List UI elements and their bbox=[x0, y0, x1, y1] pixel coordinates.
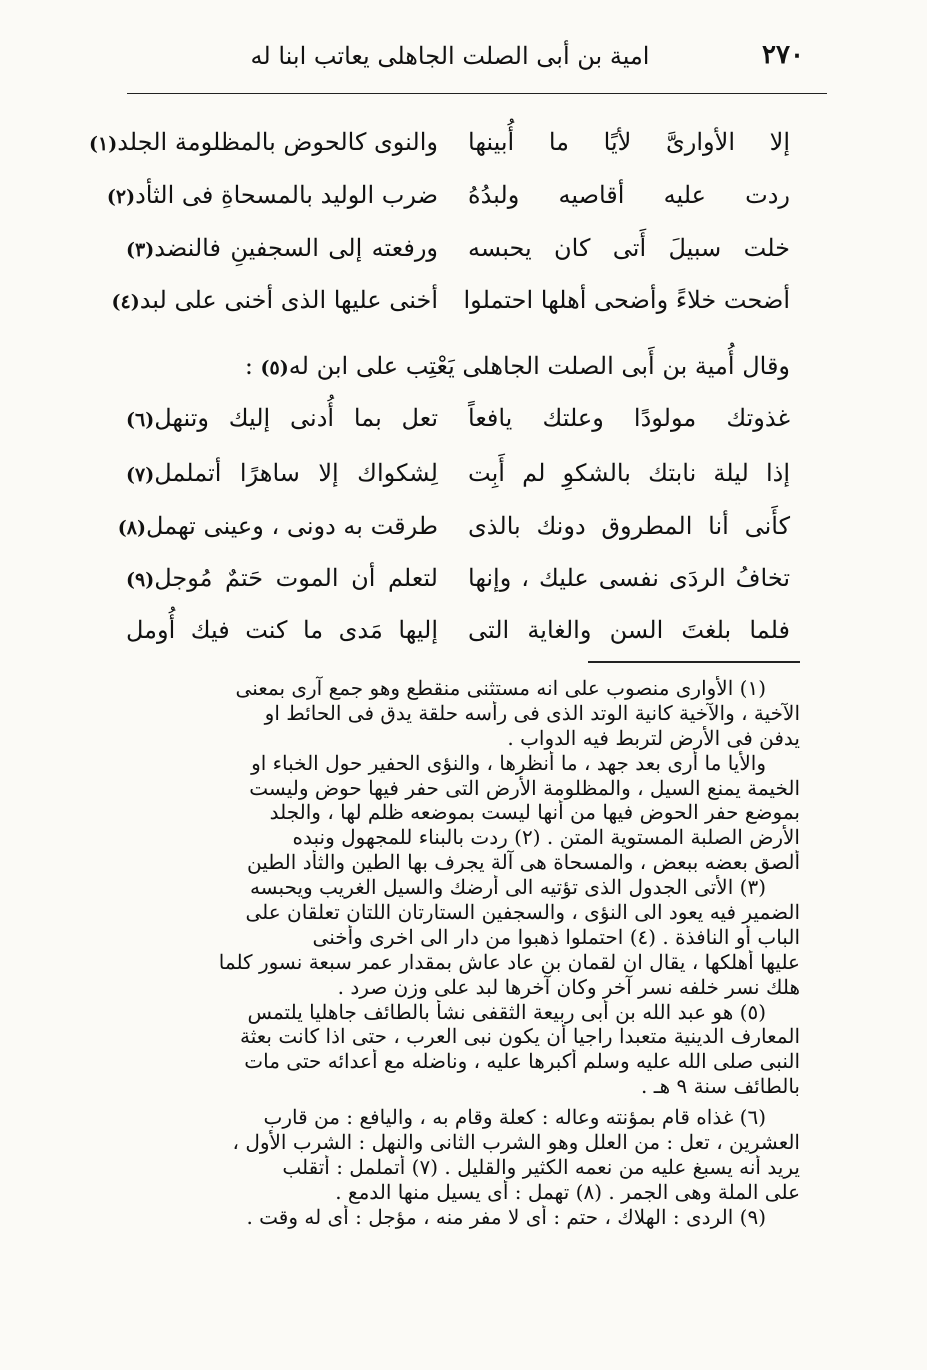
verse-first-hemistich: ردت عليه أقاصيه ولبدُهُ bbox=[468, 181, 790, 209]
verse-second-hemistich bbox=[126, 564, 438, 592]
verse-text: لِشكواك إلا ساهرًا أتململ bbox=[154, 459, 438, 487]
verse-first-hemistich: غذوتك مولودًا وعلتك يافعاً bbox=[468, 404, 790, 432]
verse-text: تعل بما أُدنى إليك وتنهل bbox=[154, 404, 438, 432]
verse-text: إليها مَدى ما كنت فيك أُومل bbox=[126, 616, 438, 644]
footnote-line: الباب أو النافذة . (٤) احتملوا ذهبوا من دار الى اخرى وأخنى bbox=[312, 924, 800, 949]
verse-second-hemistich bbox=[117, 512, 438, 540]
footnote-marker: (٩) bbox=[126, 569, 155, 591]
verse-text: لتعلم أن الموت حَتمٌ مُوجل bbox=[154, 564, 438, 592]
verse-second-hemistich bbox=[88, 128, 438, 156]
intro-colon: : bbox=[244, 352, 253, 380]
footnote-marker: (٢) bbox=[106, 186, 136, 208]
footnote-marker: (٨) bbox=[117, 517, 147, 539]
footnote-line: المعارف الدينية متعبدا راجيا أن يكون نبى العرب ، حتى اذا كانت بعثة bbox=[240, 1024, 800, 1049]
footnote-line: (٥) هو عبد الله بن أبى ربيعة الثقفى نشأ بالطائف جاهليا يلتمس bbox=[247, 999, 766, 1024]
footnote-line: الخيمة يمنع السيل ، والمظلومة الأرض التى حفر فيها حوض وليست bbox=[249, 775, 800, 800]
verse-second-hemistich bbox=[106, 181, 438, 209]
verse bbox=[0, 128, 927, 168]
verse-second-hemistich bbox=[126, 459, 438, 487]
footnote-marker: (٥) bbox=[260, 357, 289, 379]
intro-text: وقال أُمية بن أَبى الصلت الجاهلى يَعْتِب على ابن له bbox=[288, 352, 790, 380]
footnote-marker: (٤) bbox=[111, 291, 140, 313]
verse-text: والنوى كالحوض بالمظلومة الجلد bbox=[117, 128, 438, 156]
verse bbox=[0, 404, 927, 444]
verse bbox=[0, 512, 927, 552]
verse-first-hemistich: خلت سبيلَ أَتى كان يحبسه bbox=[468, 234, 790, 262]
footnote-line: (٣) الأتى الجدول الذى تؤتيه الى أرضك والسيل الغريب ويحبسه bbox=[249, 875, 766, 900]
verse-text: ورفعته إلى السجفينِ فالنضد bbox=[154, 234, 438, 262]
footnote-line: والأيا ما أرى بعد جهد ، ما أنظرها ، والنؤى الحفير حول الخباء او bbox=[251, 750, 766, 775]
verse-second-hemistich bbox=[126, 234, 438, 262]
verse-first-hemistich: تخافُ الردَى نفسى عليك ، وإنها bbox=[468, 564, 790, 592]
footnote-line: يدفن فى الأرض لتربط فيه الدواب . bbox=[507, 725, 800, 750]
footnote-line: ألصق بعضه ببعض ، والمسحاة هى آلة يجرف بها الطين والثأد الطين bbox=[247, 850, 800, 875]
verse-first-hemistich: إذا ليلة نابتك بالشكوِ لم أَبِت bbox=[468, 459, 790, 487]
footnote-line: (٦) غذاه قام بمؤنته وعاله : كعلة وقام به ، واليافع : من قارب bbox=[263, 1105, 766, 1130]
verse-first-hemistich: كأَنى أنا المطروق دونك بالذى bbox=[468, 512, 790, 540]
verse-first-hemistich: أضحت خلاءً وأضحى أهلها احتملوا bbox=[463, 286, 790, 314]
verse bbox=[0, 616, 927, 656]
verse-second-hemistich bbox=[126, 404, 438, 432]
page-number: ٢٧٠ bbox=[762, 40, 804, 70]
verse bbox=[0, 564, 927, 604]
verse bbox=[0, 181, 927, 221]
footnote-line: بالطائف سنة ٩ هـ . bbox=[641, 1074, 800, 1099]
running-title: امية بن أبى الصلت الجاهلى يعاتب ابنا له bbox=[250, 42, 650, 70]
verse-first-hemistich: فلما بلغتَ السن والغاية التى bbox=[468, 616, 790, 644]
footnote-line: العشرين ، تعل : من العلل وهو الشرب الثانى والنهل : الشرب الأول ، bbox=[232, 1130, 800, 1155]
footnote-marker: (٦) bbox=[126, 409, 155, 431]
verse bbox=[0, 234, 927, 274]
verse-second-hemistich bbox=[126, 616, 438, 644]
footnote-marker: (٣) bbox=[126, 239, 155, 261]
verse bbox=[0, 286, 927, 326]
footnote-line: هلك نسر خلفه نسر آخر وكان آخرها لبد على وزن صرد . bbox=[337, 974, 800, 999]
verse-text: ضرب الوليد بالمسحاةِ فى الثأد bbox=[135, 181, 438, 209]
footnote-line: بموضع حفر الحوض فيها من أنها ليست بموضعه ظلم لها ، والجلد bbox=[269, 800, 800, 825]
footnote-line: الأرض الصلبة المستوية المتن . (٢) ردت بالبناء للمجهول ونبده bbox=[292, 825, 800, 850]
footnote-line: يريد أنه يسبغ عليه من نعمه الكثير والقليل . (٧) أتململ : أتقلب bbox=[282, 1154, 800, 1179]
verse-text: أخنى عليها الذى أخنى على لبد bbox=[139, 286, 438, 314]
footnote-line: (٩) الردى : الهلاك ، حتم : أى لا مفر منه ، مؤجل : أى له وقت . bbox=[246, 1204, 766, 1229]
verse bbox=[0, 459, 927, 499]
footnotes-rule bbox=[588, 661, 800, 663]
footnote-line: على الملة وهى الجمر . (٨) تهمل : أى يسيل منها الدمع . bbox=[335, 1179, 800, 1204]
verse-first-hemistich: إلا الأوارىَّ لأيًا ما أُبينها bbox=[468, 128, 790, 156]
footnote-marker: (١) bbox=[88, 133, 118, 155]
footnote-line: الآخية ، والآخية كانية الوتد الذى فى رأسه حلقة يدق فى الحائط او bbox=[264, 700, 800, 725]
poem-introduction bbox=[230, 352, 790, 380]
footnote-line: الضمير فيه يعود الى النؤى ، والسجفين الستارتان اللتان تعلقان على bbox=[245, 900, 800, 925]
footnote-line: عليها أهلكها ، يقال ان لقمان بن عاد عاش بمقدار عمر سبعة نسور كلما bbox=[218, 949, 800, 974]
verse-text: طرقت به دونى ، وعينى تهمل bbox=[146, 512, 438, 540]
footnote-marker: (٧) bbox=[126, 464, 155, 486]
footnote-line: النبى صلى الله عليه وسلم أكبرها عليه ، وناضله مع أعدائه حتى مات bbox=[244, 1049, 800, 1074]
verse-second-hemistich bbox=[111, 286, 438, 314]
footnote-line: (١) الأوارى منصوب على انه مستثنى منقطع وهو جمع آرى بمعنى bbox=[235, 676, 766, 700]
footnotes bbox=[128, 676, 800, 1230]
header-rule bbox=[127, 93, 827, 94]
